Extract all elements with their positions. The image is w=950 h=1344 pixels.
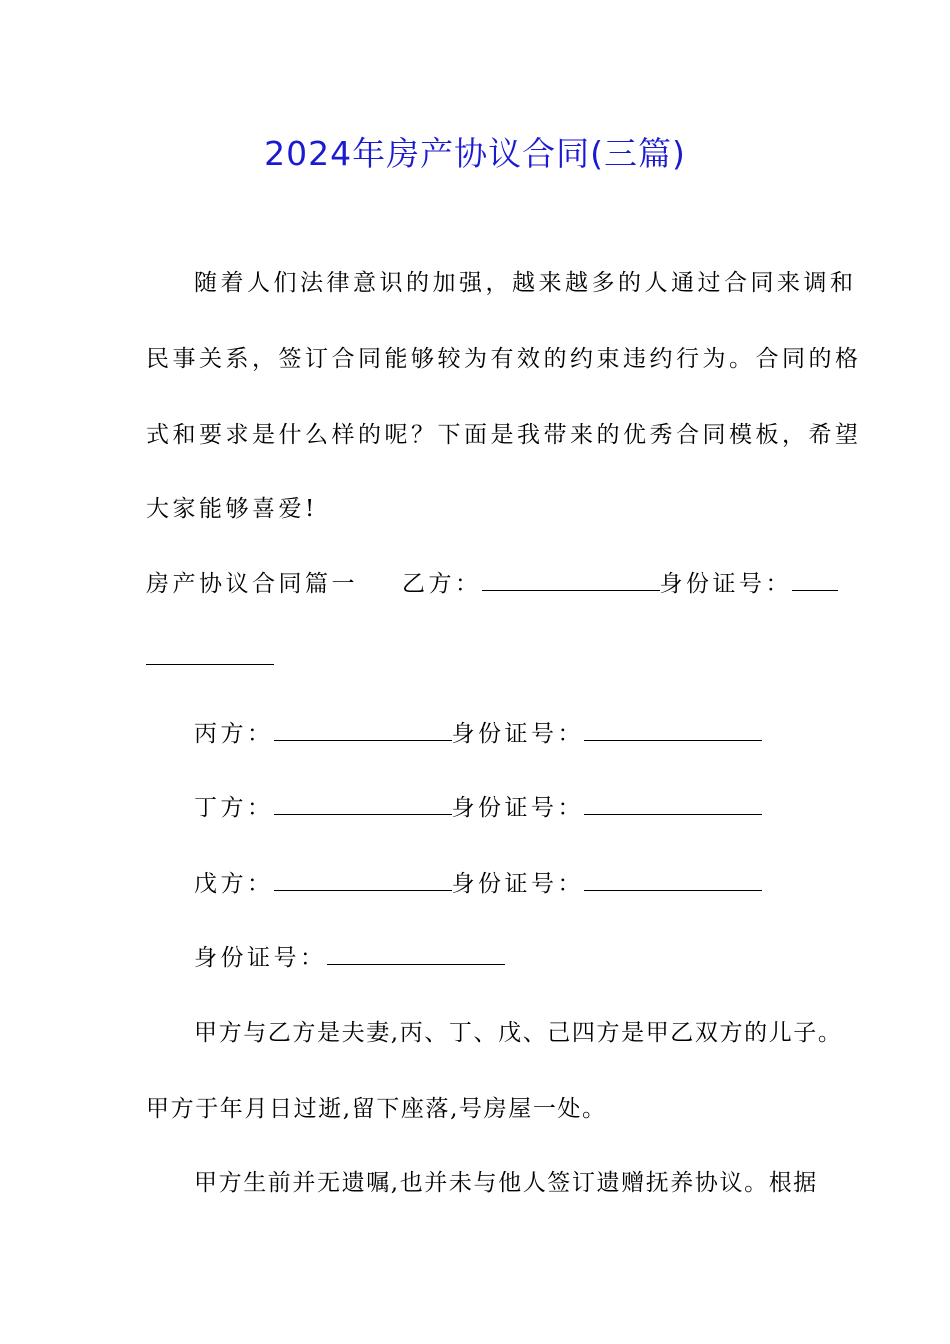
party-ding-id-blank <box>584 792 762 815</box>
intro-line-1: 随着人们法律意识的加强，越来越多的人通过合同来调和 <box>194 270 857 296</box>
body-p1-line-1: 甲方与乙方是夫妻,丙、丁、戊、己四方是甲乙双方的儿子。 <box>194 1020 843 1046</box>
party-wu-blank <box>274 868 452 891</box>
party-b-id-label: 身份证号： <box>659 571 792 597</box>
party-bing-blank <box>274 718 452 741</box>
section1-row <box>146 568 838 599</box>
section1-heading: 房产协议合同篇一 <box>146 571 358 597</box>
party-bing-label: 丙方： <box>194 721 274 747</box>
party-b-id-blank-end <box>146 642 274 665</box>
party-bing-id-label: 身份证号： <box>451 721 584 747</box>
party-ding-label: 丁方： <box>194 795 274 821</box>
party-b-id-blank-start <box>792 568 838 591</box>
intro-line-3: 式和要求是什么样的呢？下面是我带来的优秀合同模板，希望 <box>146 422 862 448</box>
party-b-blank <box>482 568 660 591</box>
party-wu-label: 戊方： <box>194 871 274 897</box>
body-p2-line-1: 甲方生前并无遗嘱,也并未与他人签订遗赠抚养协议。根据 <box>194 1170 818 1196</box>
party-b-id-row-continued <box>146 642 274 673</box>
party-wu-id-blank <box>584 868 762 891</box>
extra-id-row <box>194 942 505 973</box>
party-ding-blank <box>274 792 452 815</box>
extra-id-label: 身份证号： <box>194 945 327 971</box>
party-bing-id-blank <box>584 718 762 741</box>
party-ding-row <box>194 792 762 823</box>
party-ding-id-label: 身份证号： <box>451 795 584 821</box>
intro-line-4: 大家能够喜爱! <box>146 496 318 522</box>
party-bing-row <box>194 718 762 749</box>
document-title: 2024年房产协议合同(三篇) <box>264 134 686 173</box>
party-wu-row <box>194 868 762 899</box>
extra-id-blank <box>327 942 505 965</box>
body-p1-line-2: 甲方于年月日过逝,留下座落,号房屋一处。 <box>146 1096 607 1122</box>
party-b-label: 乙方： <box>402 571 482 597</box>
intro-line-2: 民事关系，签订合同能够较为有效的约束违约行为。合同的格 <box>146 346 862 372</box>
party-wu-id-label: 身份证号： <box>451 871 584 897</box>
